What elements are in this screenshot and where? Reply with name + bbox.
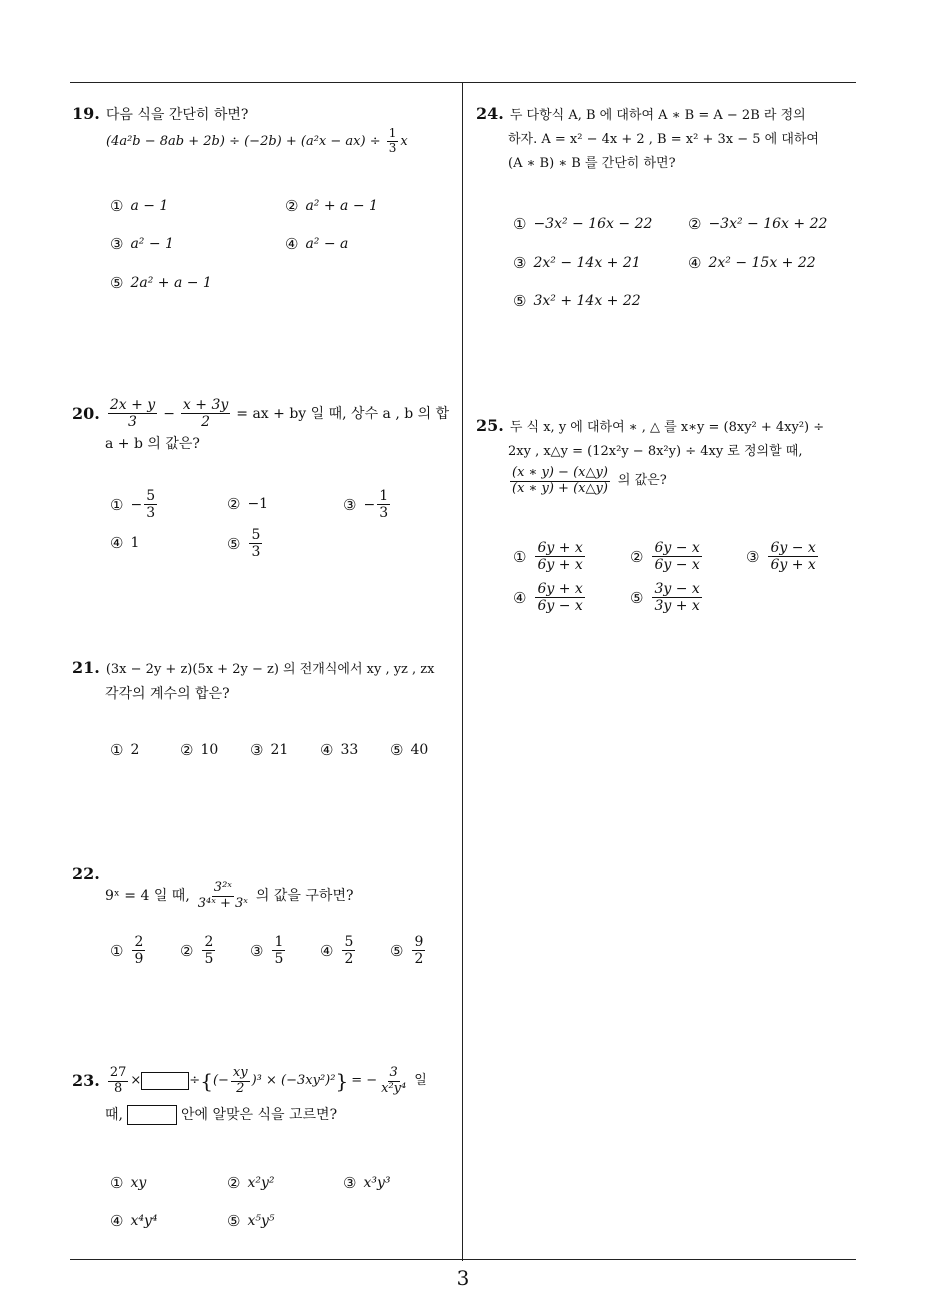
option-3[interactable]: ③ 2x² − 14x + 21 [513, 254, 641, 272]
page-number: 3 [456, 1266, 470, 1290]
option-5[interactable]: ⑤ 40 [390, 741, 429, 759]
fraction: $\frac{27}{8}$ [109, 1065, 127, 1096]
fraction: $\frac{(x ∗ y) - (x\triangle y)}{(x ∗ y) + (x\triangle y)}$ [512, 465, 608, 496]
question-number: 25. [476, 416, 504, 435]
question-number: 24. [476, 104, 504, 123]
column-divider [462, 83, 463, 1261]
option-4[interactable]: ④ 1 [110, 534, 140, 552]
option-2[interactable]: ② x²y² [227, 1174, 275, 1192]
fraction: $\frac{xy}{2}$ [232, 1065, 248, 1096]
option-5[interactable]: ⑤ $\frac{5}{3}$ [227, 527, 261, 561]
option-4[interactable]: ④ $\frac{5}{2}$ [320, 934, 354, 968]
question-text: 다음 식을 간단히 하면? [105, 107, 249, 123]
fraction: $\frac{\text{3²ˣ}}{\text{3⁴ˣ + 3ˣ}}$ [197, 880, 248, 911]
top-rule [70, 82, 856, 83]
option-1[interactable]: ① a − 1 [110, 197, 169, 215]
option-1[interactable]: ① $\frac{6y + x}{6y + x}$ [513, 540, 583, 574]
option-5[interactable]: ⑤ x⁵y⁵ [227, 1212, 275, 1230]
option-4[interactable]: ④ $\frac{6y + x}{6y - x}$ [513, 581, 583, 615]
option-3[interactable]: ③ $\frac{1}{5}$ [250, 934, 284, 968]
fraction: $\frac{1}{3}$ [388, 126, 397, 155]
option-2[interactable]: ② −3x² − 16x + 22 [688, 215, 828, 233]
option-4[interactable]: ④ x⁴y⁴ [110, 1212, 158, 1230]
question-number: 21. [72, 658, 100, 677]
option-3[interactable]: ③ $\frac{6y - x}{6y + x}$ [746, 540, 816, 574]
option-5[interactable]: ⑤ $\frac{3y - x}{3y + x}$ [630, 581, 700, 615]
question-22: 22. 9ˣ = 4 일 때, $\frac{\text{3²ˣ}}{\text{3⁴ˣ + 3ˣ}}$ 의 값을 구하면? [72, 864, 354, 911]
question-24: 24. 두 다항식 A, B 에 대하여 A ∗ B = A − 2B 라 정의 하자. A = x² − 4x + 2 , B = x² + 3x − 5 에 대하여 (A ∗ B) ∗ B 를 간단히 하면? [476, 104, 819, 171]
fraction: $\frac{2x + y}{3}$ [109, 397, 156, 431]
question-21: 21. (3x − 2y + z)(5x + 2y − z) 의 전개식에서 xy , yz , zx 각각의 계수의 합은? [72, 658, 435, 702]
answer-blank-box [141, 1072, 189, 1090]
question-20: 20. $\frac{2x + y}{3}$ − $\frac{x + 3y}{2}$ = ax + by 일 때, 상수 a , b 의 합 a + b 의 값은? [72, 397, 450, 453]
option-2[interactable]: ② $\frac{6y - x}{6y - x}$ [630, 540, 700, 574]
question-19 [72, 102, 457, 156]
option-2[interactable]: ② $\frac{2}{5}$ [180, 934, 214, 968]
fraction: $\frac{3}{\text{x²y⁴}}$ [381, 1065, 407, 1096]
question-number: 20. [72, 403, 100, 423]
question-expression: (4a²b − 8ab + 2b) ÷ (−2b) + (a²x − ax) ÷ $\frac{1}{3}$ x [106, 126, 408, 155]
bottom-rule [70, 1259, 856, 1260]
question-25: 25. 두 식 x, y 에 대하여 ∗ , △ 를 x∗y = (8xy² + 4xy²) ÷ 2xy , x△y = (12x²y − 8x²y) ÷ 4xy 로 정의할 때, $\frac{(x ∗ y) - (x\triangle y)}{(x ∗ y) + (x\triangle y)}$ 의 값은? [476, 416, 825, 496]
option-4[interactable]: ④ a² − a [285, 235, 349, 253]
option-5[interactable]: ⑤ $\frac{9}{2}$ [390, 934, 424, 968]
option-2[interactable]: ② −1 [227, 495, 269, 513]
question-number: 22. [72, 864, 100, 883]
option-1[interactable]: ① xy [110, 1174, 147, 1192]
option-1[interactable]: ① $\frac{2}{9}$ [110, 934, 144, 968]
fraction: $\frac{x + 3y}{2}$ [182, 397, 229, 431]
answer-blank-box [127, 1105, 177, 1125]
option-5[interactable]: ⑤ 2a² + a − 1 [110, 274, 212, 292]
question-number: 23. [72, 1071, 100, 1091]
option-5[interactable]: ⑤ 3x² + 14x + 22 [513, 292, 641, 310]
option-3[interactable]: ③ 21 [250, 741, 289, 759]
option-4[interactable]: ④ 2x² − 15x + 22 [688, 254, 816, 272]
option-1[interactable]: ① −3x² − 16x − 22 [513, 215, 653, 233]
option-2[interactable]: ② 10 [180, 741, 219, 759]
option-1[interactable]: ① − $\frac{5}{3}$ [110, 488, 156, 522]
option-3[interactable]: ③ a² − 1 [110, 235, 174, 253]
question-number: 19. [72, 104, 100, 123]
question-23: 23. $\frac{27}{8}$ × ÷ { (− $\frac{xy}{2}$ )³ × (−3xy²)² } = − $\frac{3}{\text{x²y⁴}}$ 일 때, 안에 알맞은 식을 고르면? [72, 1065, 427, 1123]
option-3[interactable]: ③ x³y³ [343, 1174, 391, 1192]
option-2[interactable]: ② a² + a − 1 [285, 197, 378, 215]
option-4[interactable]: ④ 33 [320, 741, 359, 759]
option-3[interactable]: ③ − $\frac{1}{3}$ [343, 488, 389, 522]
option-1[interactable]: ① 2 [110, 741, 140, 759]
